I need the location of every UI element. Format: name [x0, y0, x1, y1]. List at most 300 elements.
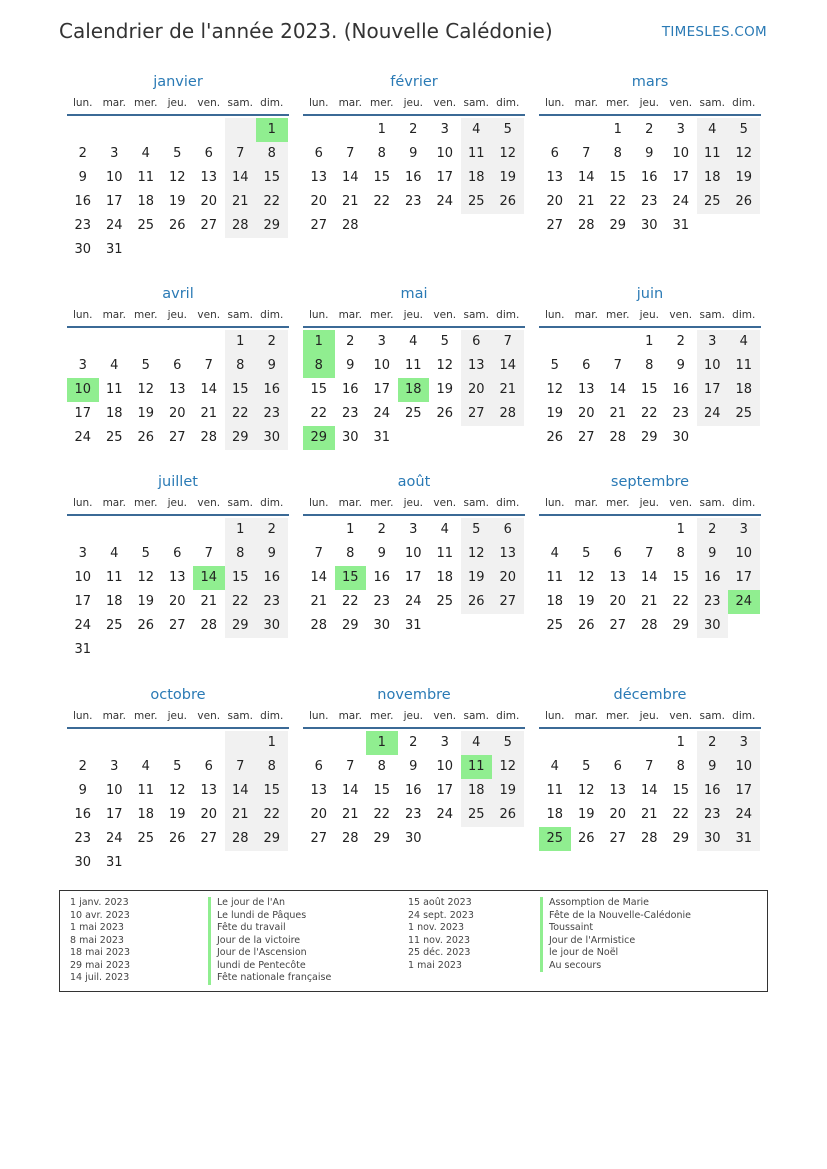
day-cell: 1 — [613, 122, 622, 137]
day-cell: 17 — [672, 170, 690, 185]
day-cell: 28 — [200, 618, 218, 633]
day-cell: 25 — [697, 190, 729, 214]
empty-cell — [99, 118, 131, 142]
day-cell: 7 — [645, 759, 654, 774]
weekday-label: ven. — [197, 309, 221, 321]
weekday-label: mar. — [102, 710, 126, 722]
month-name: mai — [400, 286, 428, 302]
weekday-label: mer. — [370, 309, 394, 321]
empty-cell — [67, 118, 99, 142]
holiday-date: 24 sept. 2023 — [408, 909, 474, 921]
day-cell: 31 — [672, 218, 690, 233]
day-cell: 11 — [697, 142, 729, 166]
day-cell: 4 — [141, 759, 150, 774]
month-name: décembre — [613, 687, 687, 703]
day-cell: 10 — [436, 146, 454, 161]
holiday-date: 29 mai 2023 — [70, 959, 131, 971]
day-cell: 13 — [168, 382, 186, 397]
weekday-label: jeu. — [639, 497, 659, 509]
day-cell: 21 — [341, 194, 359, 209]
month-block — [539, 472, 761, 638]
weekday-header — [303, 705, 525, 729]
day-cell: 30 — [697, 614, 729, 638]
empty-cell — [571, 330, 603, 354]
day-cell: 27 — [492, 590, 524, 614]
day-cell: 12 — [492, 755, 524, 779]
month-name: juin — [636, 286, 664, 302]
holiday-date: 18 mai 2023 — [70, 947, 131, 958]
day-cell: 1 — [225, 518, 257, 542]
day-cell: 7 — [204, 546, 213, 561]
day-cell: 25 — [137, 218, 155, 233]
weekday-label: sam. — [699, 710, 725, 722]
day-cell: 31 — [404, 618, 422, 633]
day-cell: 23 — [697, 590, 729, 614]
day-cell: 6 — [173, 546, 182, 561]
day-cell: 16 — [74, 194, 92, 209]
weekday-label: mar. — [338, 710, 362, 722]
weekday-label: sam. — [227, 710, 253, 722]
day-cell: 17 — [728, 566, 760, 590]
weekday-label: mar. — [574, 97, 598, 109]
empty-cell — [602, 731, 634, 755]
day-cell: 14 — [225, 779, 257, 803]
day-cell: 11 — [461, 142, 493, 166]
empty-cell — [571, 118, 603, 142]
empty-cell — [303, 118, 335, 142]
day-cell: 28 — [609, 430, 627, 445]
empty-cell — [193, 118, 225, 142]
day-cell: 9 — [256, 354, 288, 378]
empty-cell — [539, 118, 571, 142]
holiday-name: Jour de la victoire — [208, 935, 331, 948]
day-cell: 23 — [404, 807, 422, 822]
day-cell: 3 — [110, 146, 119, 161]
holiday-name: Jour de l'Armistice — [540, 935, 691, 948]
day-cell: 26 — [137, 618, 155, 633]
day-cell: 14 — [577, 170, 595, 185]
day-cell: 29 — [672, 618, 690, 633]
empty-cell — [193, 330, 225, 354]
empty-cell — [303, 731, 335, 755]
day-cell: 16 — [640, 170, 658, 185]
day-cell: 27 — [200, 831, 218, 846]
day-cell: 9 — [697, 755, 729, 779]
day-cell: 29 — [256, 827, 288, 851]
weekday-label: mar. — [102, 97, 126, 109]
weekday-label: mar. — [102, 497, 126, 509]
weekday-label: dim. — [496, 710, 520, 722]
weekday-label: mar. — [574, 309, 598, 321]
day-cell: 6 — [492, 518, 524, 542]
day-cell: 14 — [225, 166, 257, 190]
day-cell: 6 — [582, 358, 591, 373]
day-cell: 28 — [225, 827, 257, 851]
holiday-day-cell: 29 — [303, 426, 335, 450]
holiday-day-cell: 15 — [335, 566, 367, 590]
day-cell: 26 — [492, 803, 524, 827]
day-cell: 27 — [310, 831, 328, 846]
day-cell: 1 — [346, 522, 355, 537]
weekday-label: dim. — [496, 497, 520, 509]
day-cell: 29 — [225, 426, 257, 450]
day-cell: 23 — [341, 406, 359, 421]
days-grid — [303, 731, 525, 851]
weekday-label: lun. — [544, 710, 565, 722]
day-cell: 21 — [341, 807, 359, 822]
day-cell: 30 — [697, 827, 729, 851]
day-cell: 22 — [256, 190, 288, 214]
day-cell: 8 — [676, 546, 685, 561]
day-cell: 30 — [373, 618, 391, 633]
day-cell: 6 — [204, 146, 213, 161]
holiday-date: 1 mai 2023 — [408, 959, 462, 971]
day-cell: 9 — [377, 546, 386, 561]
weekday-label: sam. — [463, 497, 489, 509]
day-cell: 13 — [310, 783, 328, 798]
month-name: avril — [162, 286, 194, 302]
day-cell: 14 — [609, 382, 627, 397]
empty-cell — [571, 731, 603, 755]
weekday-label: mer. — [370, 497, 394, 509]
month-name: février — [390, 74, 438, 90]
day-cell: 7 — [225, 142, 257, 166]
day-cell: 19 — [137, 406, 155, 421]
month-name: mars — [631, 74, 669, 90]
weekday-label: ven. — [433, 710, 457, 722]
day-cell: 22 — [640, 406, 658, 421]
weekday-label: dim. — [260, 97, 284, 109]
empty-cell — [130, 518, 162, 542]
weekday-header — [539, 92, 761, 116]
day-cell: 3 — [78, 358, 87, 373]
empty-cell — [99, 330, 131, 354]
holiday-date: 14 juil. 2023 — [70, 972, 130, 983]
weekday-label: ven. — [433, 97, 457, 109]
days-grid — [539, 518, 761, 638]
empty-cell — [602, 518, 634, 542]
month-block — [539, 685, 761, 851]
day-cell: 18 — [728, 378, 760, 402]
weekday-header — [67, 492, 289, 516]
empty-cell — [539, 518, 571, 542]
day-cell: 13 — [609, 570, 627, 585]
day-cell: 13 — [461, 354, 493, 378]
day-cell: 19 — [546, 406, 564, 421]
days-grid — [303, 518, 525, 638]
day-cell: 12 — [461, 542, 493, 566]
day-cell: 13 — [609, 783, 627, 798]
empty-cell — [162, 731, 194, 755]
day-cell: 19 — [168, 807, 186, 822]
day-cell: 25 — [461, 803, 493, 827]
day-cell: 20 — [200, 807, 218, 822]
empty-cell — [162, 330, 194, 354]
day-cell: 3 — [409, 522, 418, 537]
day-cell: 5 — [728, 118, 760, 142]
holiday-name: Fête de la Nouvelle-Calédonie — [540, 910, 691, 923]
month-block — [539, 284, 761, 450]
day-cell: 1 — [645, 334, 654, 349]
month-name: octobre — [150, 687, 206, 703]
day-cell: 12 — [577, 570, 595, 585]
day-cell: 9 — [409, 759, 418, 774]
day-cell: 15 — [609, 170, 627, 185]
empty-cell — [335, 118, 367, 142]
day-cell: 8 — [256, 755, 288, 779]
day-cell: 28 — [492, 402, 524, 426]
day-cell: 25 — [546, 618, 564, 633]
empty-cell — [539, 330, 571, 354]
day-cell: 31 — [105, 855, 123, 870]
weekday-label: mer. — [134, 97, 158, 109]
day-cell: 29 — [256, 214, 288, 238]
weekday-label: mar. — [574, 710, 598, 722]
days-grid — [67, 731, 289, 875]
holiday-date: 8 mai 2023 — [70, 934, 124, 946]
day-cell: 23 — [640, 194, 658, 209]
empty-cell — [130, 330, 162, 354]
day-cell: 3 — [697, 330, 729, 354]
day-cell: 2 — [409, 735, 418, 750]
day-cell: 9 — [78, 783, 87, 798]
day-cell: 29 — [640, 430, 658, 445]
day-cell: 20 — [609, 594, 627, 609]
day-cell: 18 — [697, 166, 729, 190]
day-cell: 21 — [640, 807, 658, 822]
day-cell: 9 — [409, 146, 418, 161]
holiday-dates-left — [70, 897, 130, 985]
days-grid — [303, 118, 525, 238]
empty-cell — [539, 731, 571, 755]
day-cell: 18 — [546, 807, 564, 822]
holiday-day-cell: 1 — [303, 330, 335, 354]
empty-cell — [99, 731, 131, 755]
day-cell: 28 — [577, 218, 595, 233]
day-cell: 15 — [672, 570, 690, 585]
day-cell: 21 — [310, 594, 328, 609]
day-cell: 26 — [546, 430, 564, 445]
day-cell: 26 — [461, 590, 493, 614]
weekday-label: lun. — [544, 309, 565, 321]
month-block — [67, 284, 289, 450]
day-cell: 16 — [256, 566, 288, 590]
day-cell: 13 — [546, 170, 564, 185]
day-cell: 10 — [697, 354, 729, 378]
day-cell: 11 — [436, 546, 454, 561]
day-cell: 12 — [168, 783, 186, 798]
day-cell: 5 — [461, 518, 493, 542]
day-cell: 22 — [373, 807, 391, 822]
day-cell: 6 — [314, 146, 323, 161]
day-cell: 11 — [105, 382, 123, 397]
weekday-label: ven. — [197, 497, 221, 509]
day-cell: 20 — [546, 194, 564, 209]
day-cell: 17 — [74, 594, 92, 609]
day-cell: 16 — [697, 779, 729, 803]
day-cell: 7 — [225, 755, 257, 779]
day-cell: 19 — [492, 779, 524, 803]
day-cell: 29 — [341, 618, 359, 633]
day-cell: 3 — [728, 518, 760, 542]
weekday-label: lun. — [72, 97, 93, 109]
holiday-day-cell: 1 — [256, 118, 288, 142]
empty-cell — [571, 518, 603, 542]
weekday-label: ven. — [669, 497, 693, 509]
day-cell: 10 — [373, 358, 391, 373]
day-cell: 17 — [728, 779, 760, 803]
day-cell: 18 — [461, 779, 493, 803]
holiday-name: Assomption de Marie — [540, 897, 691, 910]
weekday-label: jeu. — [639, 97, 659, 109]
weekday-label: mer. — [370, 97, 394, 109]
day-cell: 15 — [256, 779, 288, 803]
weekday-label: dim. — [732, 309, 756, 321]
day-cell: 8 — [346, 546, 355, 561]
day-cell: 23 — [373, 594, 391, 609]
day-cell: 15 — [373, 783, 391, 798]
day-cell: 31 — [74, 642, 92, 657]
weekday-header — [539, 304, 761, 328]
day-cell: 9 — [256, 542, 288, 566]
day-cell: 24 — [436, 194, 454, 209]
month-name: août — [397, 474, 431, 490]
weekday-header — [67, 705, 289, 729]
day-cell: 5 — [492, 731, 524, 755]
day-cell: 18 — [461, 166, 493, 190]
empty-cell — [634, 731, 666, 755]
day-cell: 9 — [676, 358, 685, 373]
day-cell: 10 — [728, 542, 760, 566]
day-cell: 24 — [74, 618, 92, 633]
day-cell: 23 — [256, 402, 288, 426]
weekday-label: dim. — [260, 710, 284, 722]
day-cell: 11 — [105, 570, 123, 585]
day-cell: 20 — [492, 566, 524, 590]
day-cell: 11 — [546, 783, 564, 798]
day-cell: 17 — [105, 194, 123, 209]
day-cell: 12 — [546, 382, 564, 397]
day-cell: 22 — [256, 803, 288, 827]
empty-cell — [67, 518, 99, 542]
weekday-label: ven. — [669, 710, 693, 722]
day-cell: 23 — [74, 218, 92, 233]
day-cell: 5 — [141, 358, 150, 373]
weekday-label: dim. — [732, 497, 756, 509]
day-cell: 4 — [409, 334, 418, 349]
days-grid — [539, 731, 761, 851]
day-cell: 18 — [105, 406, 123, 421]
holiday-name: lundi de Pentecôte — [208, 960, 331, 973]
holiday-day-cell: 14 — [193, 566, 225, 590]
day-cell: 17 — [697, 378, 729, 402]
day-cell: 2 — [697, 731, 729, 755]
day-cell: 17 — [404, 570, 422, 585]
days-grid — [539, 118, 761, 238]
day-cell: 15 — [256, 166, 288, 190]
day-cell: 19 — [461, 566, 493, 590]
day-cell: 10 — [728, 755, 760, 779]
day-cell: 26 — [168, 218, 186, 233]
day-cell: 6 — [613, 546, 622, 561]
day-cell: 16 — [697, 566, 729, 590]
empty-cell — [162, 518, 194, 542]
day-cell: 14 — [640, 570, 658, 585]
day-cell: 19 — [137, 594, 155, 609]
day-cell: 28 — [640, 618, 658, 633]
day-cell: 2 — [409, 122, 418, 137]
day-cell: 20 — [200, 194, 218, 209]
weekday-label: jeu. — [403, 97, 423, 109]
day-cell: 14 — [341, 783, 359, 798]
day-cell: 17 — [74, 406, 92, 421]
day-cell: 23 — [697, 803, 729, 827]
weekday-label: jeu. — [639, 309, 659, 321]
weekday-label: lun. — [308, 497, 329, 509]
day-cell: 31 — [105, 242, 123, 257]
weekday-label: lun. — [72, 309, 93, 321]
month-name: novembre — [377, 687, 451, 703]
brand-link[interactable]: TIMESLES.COM — [661, 24, 767, 40]
day-cell: 13 — [310, 170, 328, 185]
weekday-label: sam. — [227, 309, 253, 321]
day-cell: 16 — [373, 570, 391, 585]
days-grid — [67, 118, 289, 262]
day-cell: 7 — [346, 146, 355, 161]
day-cell: 14 — [640, 783, 658, 798]
day-cell: 27 — [609, 831, 627, 846]
weekday-label: jeu. — [403, 497, 423, 509]
weekday-label: mer. — [606, 497, 630, 509]
month-block — [67, 685, 289, 875]
day-cell: 22 — [310, 406, 328, 421]
day-cell: 3 — [676, 122, 685, 137]
day-cell: 12 — [137, 382, 155, 397]
weekday-label: lun. — [308, 97, 329, 109]
day-cell: 19 — [168, 194, 186, 209]
day-cell: 30 — [404, 831, 422, 846]
day-cell: 12 — [168, 170, 186, 185]
day-cell: 2 — [645, 122, 654, 137]
holiday-day-cell: 11 — [461, 755, 493, 779]
weekday-label: mar. — [102, 309, 126, 321]
day-cell: 22 — [341, 594, 359, 609]
day-cell: 3 — [110, 759, 119, 774]
holiday-day-cell: 24 — [728, 590, 760, 614]
day-cell: 8 — [225, 354, 257, 378]
day-cell: 1 — [377, 122, 386, 137]
month-name: janvier — [153, 74, 203, 90]
month-block — [539, 72, 761, 238]
day-cell: 28 — [341, 218, 359, 233]
day-cell: 3 — [377, 334, 386, 349]
day-cell: 27 — [168, 618, 186, 633]
weekday-label: ven. — [197, 710, 221, 722]
weekday-label: mer. — [606, 710, 630, 722]
day-cell: 4 — [550, 546, 559, 561]
weekday-header — [539, 705, 761, 729]
day-cell: 15 — [640, 382, 658, 397]
weekday-label: mer. — [606, 97, 630, 109]
weekday-label: sam. — [463, 309, 489, 321]
day-cell: 15 — [373, 170, 391, 185]
weekday-label: dim. — [496, 309, 520, 321]
day-cell: 22 — [672, 807, 690, 822]
day-cell: 9 — [645, 146, 654, 161]
weekday-label: sam. — [227, 497, 253, 509]
day-cell: 24 — [436, 807, 454, 822]
day-cell: 1 — [676, 735, 685, 750]
